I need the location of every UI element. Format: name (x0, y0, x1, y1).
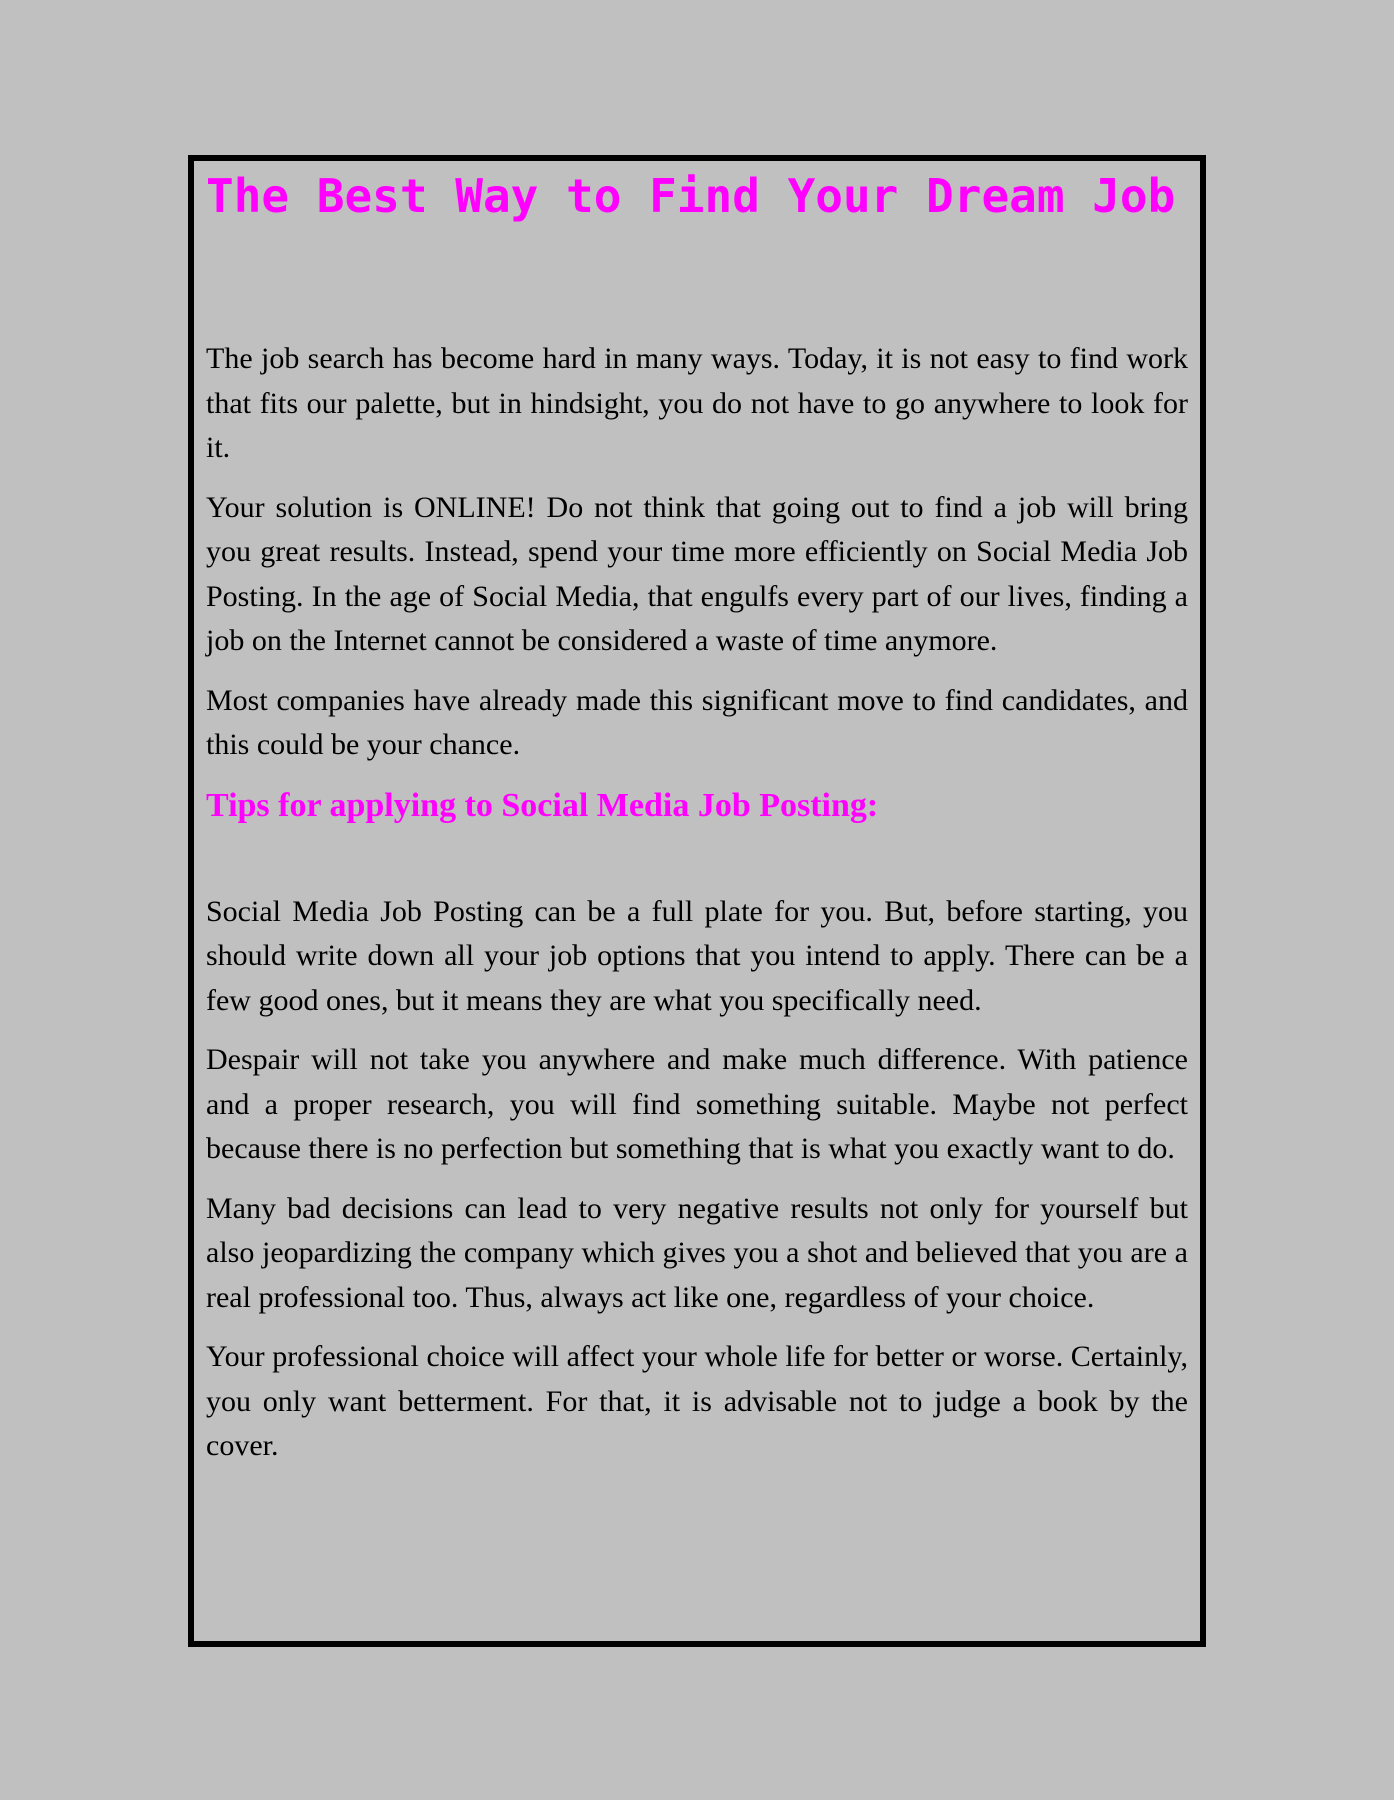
tips-paragraph-2: Despair will not take you anywhere and make much difference. With patience and a proper research, you will find something suitable. Maybe not perfect because there is no perfection but something that is what you exactly want to do. (206, 1043, 1188, 1165)
intro-paragraph-1: The job search has become hard in many ways. Today, it is not easy to find work that fits our palette, but in hindsight, you do not have to go anywhere to look for it. (206, 342, 1188, 464)
page-title: The Best Way to Find Your Dream Job (206, 169, 1176, 223)
tips-paragraph-3: Many bad decisions can lead to very negative results not only for yourself but also jeopardizing the company which gives you a shot and believed that you are a real professional too. Thus, always act like one, regardless of your choice. (206, 1191, 1188, 1314)
intro-paragraph-2: Your solution is ONLINE! Do not think that going out to find a job will bring you great results. Instead, spend your time more efficiently on Social Media Job Posting. In the age of Social Media, that engulfs every part of our lives, finding a job on the Internet cannot be considered a waste of time anymore. (206, 490, 1188, 657)
intro-paragraph-3: Most companies have already made this significant move to find candidates, and this could be your chance. (206, 683, 1188, 761)
tips-paragraph-4: Your professional choice will affect your whole life for better or worse. Certainly, you only want betterment. For that, it is advisable not to judge a book by the cover. (206, 1340, 1188, 1462)
article-frame (188, 155, 1206, 1647)
tips-paragraph-1: Social Media Job Posting can be a full plate for you. But, before starting, you should write down all your job options that you intend to apply. There can be a few good ones, but it means they are what you specifically need. (206, 894, 1188, 1017)
tips-heading: Tips for applying to Social Media Job Posting: (206, 786, 879, 824)
